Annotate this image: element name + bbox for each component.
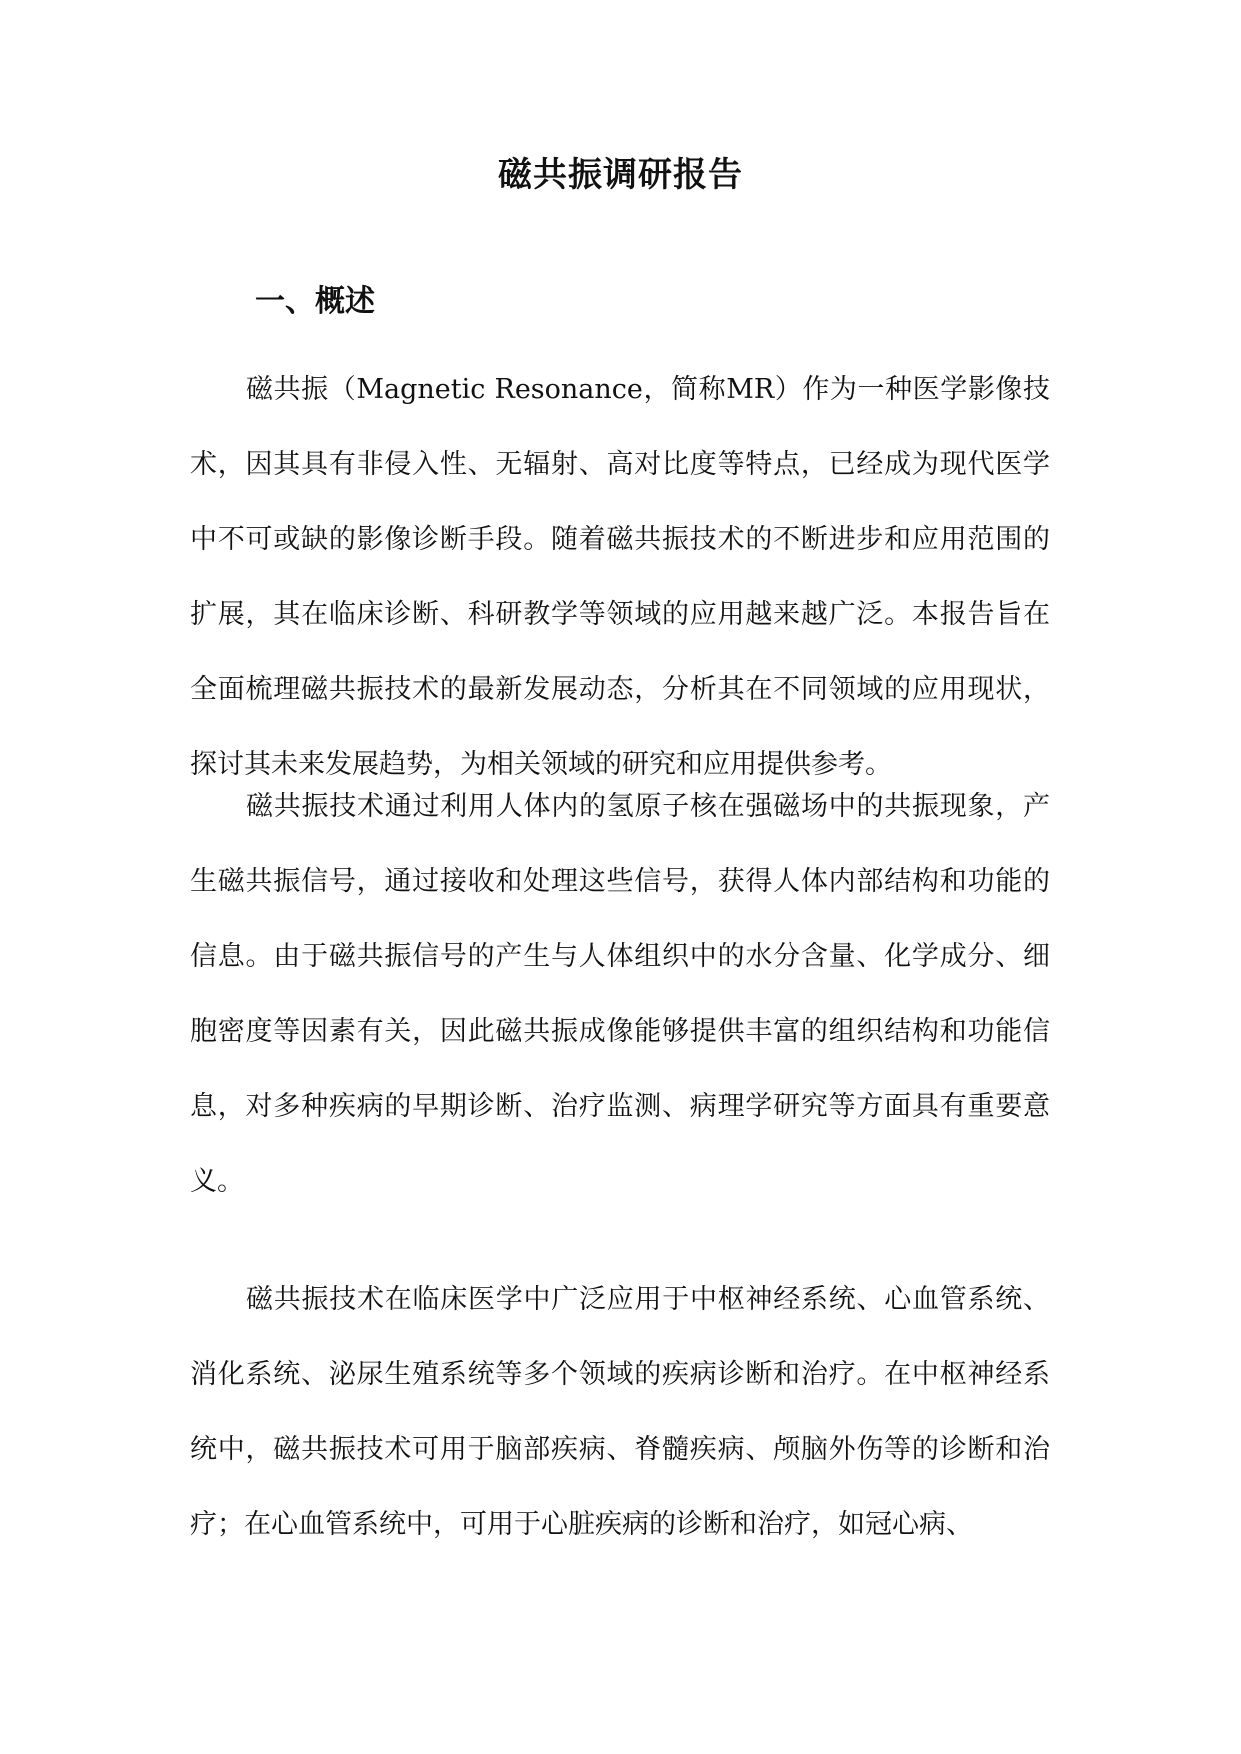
document-title: 磁共振调研报告 [498, 155, 743, 195]
section-heading-overview: 一、概述 [255, 284, 375, 319]
paragraph-2: 磁共振技术通过利用人体内的氢原子核在强磁场中的共振现象，产生磁共振信号，通过接收和处理这些信号，获得人体内部结构和功能的信息。由于磁共振信号的产生与人体组织中的水分含量、化学成分、细胞密度等因素有关，因此磁共振成像能够提供丰富的组织结构和功能信息，对多种疾病的早期诊断、治疗监测、病理学研究等方面具有重要意义。 [190, 791, 1050, 1197]
paragraph-1: 磁共振（Magnetic Resonance，简称MR）作为一种医学影像技术，因其具有非侵入性、无辐射、高对比度等特点，已经成为现代医学中不可或缺的影像诊断手段。随着磁共振技术的不断进步和应用范围的扩展，其在临床诊断、科研教学等领域的应用越来越广泛。本报告旨在全面梳理磁共振技术的最新发展动态，分析其在不同领域的应用现状，探讨其未来发展趋势，为相关领域的研究和应用提供参考。 [190, 374, 1050, 780]
paragraph-3: 磁共振技术在临床医学中广泛应用于中枢神经系统、心血管系统、消化系统、泌尿生殖系统等多个领域的疾病诊断和治疗。在中枢神经系统中，磁共振技术可用于脑部疾病、脊髓疾病、颅脑外伤等的诊断和治疗；在心血管系统中，可用于心脏疾病的诊断和治疗，如冠心病、 [190, 1284, 1050, 1540]
